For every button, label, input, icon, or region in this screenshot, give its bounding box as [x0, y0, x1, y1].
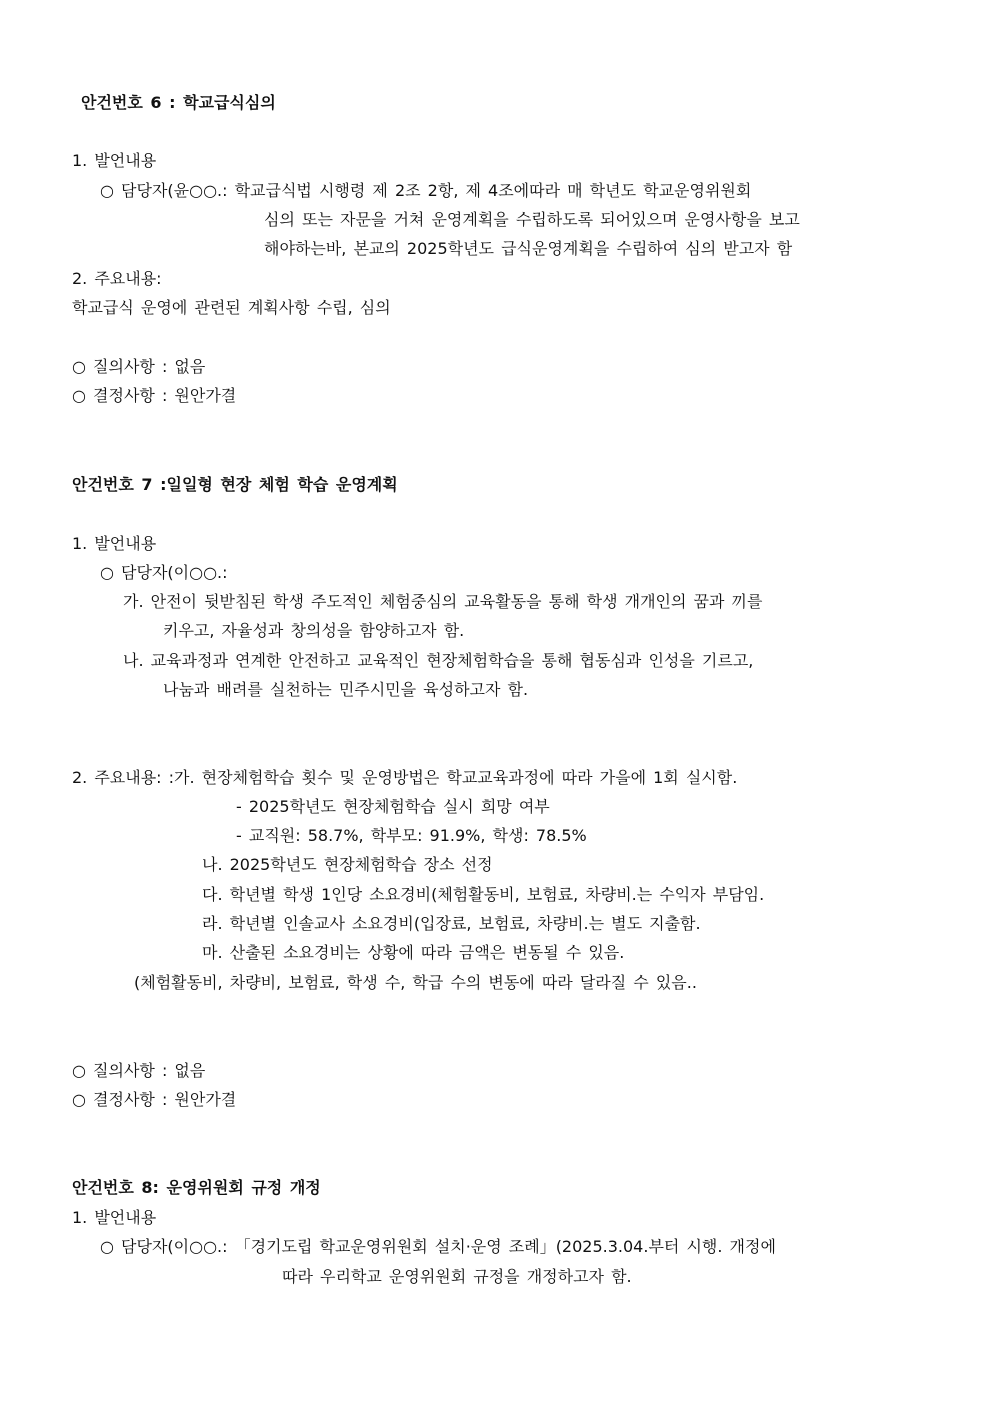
item7-main-line-5: 다. 학년별 학생 1인당 소요경비(체험활동비, 보험료, 차량비.는 수익자 부담임. [202, 885, 765, 904]
item7-main-line-1: 2. 주요내용: :가. 현장체험학습 횟수 및 운영방법은 학교교육과정에 따라 가을에 1회 실시함. [72, 768, 738, 787]
item6-speaker-line-1: ○ 담당자(윤○○.: 학교급식법 시행령 제 2조 2항, 제 4조에따라 매 학년도 학교운영위원회 [100, 181, 752, 200]
item7-point-na-line-2: 나눔과 배려를 실천하는 민주시민을 육성하고자 함. [163, 680, 529, 699]
item7-decision: ○ 결정사항 : 원안가결 [72, 1090, 237, 1109]
item8-speaker-line-2: 따라 우리학교 운영위원회 규정을 개정하고자 함. [282, 1267, 632, 1286]
item6-main-heading: 2. 주요내용: [72, 269, 162, 288]
item7-question: ○ 질의사항 : 없음 [72, 1061, 206, 1080]
item7-main-line-7: 마. 산출된 소요경비는 상황에 따라 금액은 변동될 수 있음. [202, 943, 625, 962]
item6-decision: ○ 결정사항 : 원안가결 [72, 386, 237, 405]
item7-main-line-2: - 2025학년도 현장체험학습 실시 희망 여부 [236, 797, 550, 816]
item8-speech-heading: 1. 발언내용 [72, 1208, 157, 1227]
item7-main-line-4: 나. 2025학년도 현장체험학습 장소 선정 [202, 855, 493, 874]
item6-main-text: 학교급식 운영에 관련된 계획사항 수립, 심의 [72, 298, 391, 317]
item6-title: 안건번호 6 : 학교급식심의 [81, 93, 276, 112]
item6-speaker-line-2: 심의 또는 자문을 거쳐 운영계획을 수립하도록 되어있으며 운영사항을 보고 [264, 210, 800, 229]
item7-speech-heading: 1. 발언내용 [72, 534, 157, 553]
item8-title: 안건번호 8: 운영위원회 규정 개정 [72, 1178, 321, 1197]
item6-question: ○ 질의사항 : 없음 [72, 357, 206, 376]
item7-main-line-6: 라. 학년별 인솔교사 소요경비(입장료, 보험료, 차량비.는 별도 지출함. [202, 914, 701, 933]
item7-speaker: ○ 담당자(이○○.: [100, 563, 228, 582]
item7-main-line-8: (체험활동비, 차량비, 보험료, 학생 수, 학급 수의 변동에 따라 달라질 수 있음.. [134, 973, 697, 992]
item6-speaker-line-3: 해야하는바, 본교의 2025학년도 급식운영계획을 수립하여 심의 받고자 함 [264, 239, 793, 258]
item7-title: 안건번호 7 :일일형 현장 체험 학습 운영계획 [72, 475, 398, 494]
item7-main-line-3: - 교직원: 58.7%, 학부모: 91.9%, 학생: 78.5% [236, 826, 587, 845]
item8-speaker-line-1: ○ 담당자(이○○.: 「경기도립 학교운영위원회 설치·운영 조례」(2025.3.04.부터 시행. 개정에 [100, 1237, 776, 1256]
item7-point-na-line-1: 나. 교육과정과 연계한 안전하고 교육적인 현장체험학습을 통해 협동심과 인성을 기르고, [123, 651, 754, 670]
item7-point-ga-line-1: 가. 안전이 뒷받침된 학생 주도적인 체험중심의 교육활동을 통해 학생 개개인의 꿈과 끼를 [123, 592, 763, 611]
item6-speech-heading: 1. 발언내용 [72, 151, 157, 170]
item7-point-ga-line-2: 키우고, 자율성과 창의성을 함양하고자 함. [163, 621, 465, 640]
